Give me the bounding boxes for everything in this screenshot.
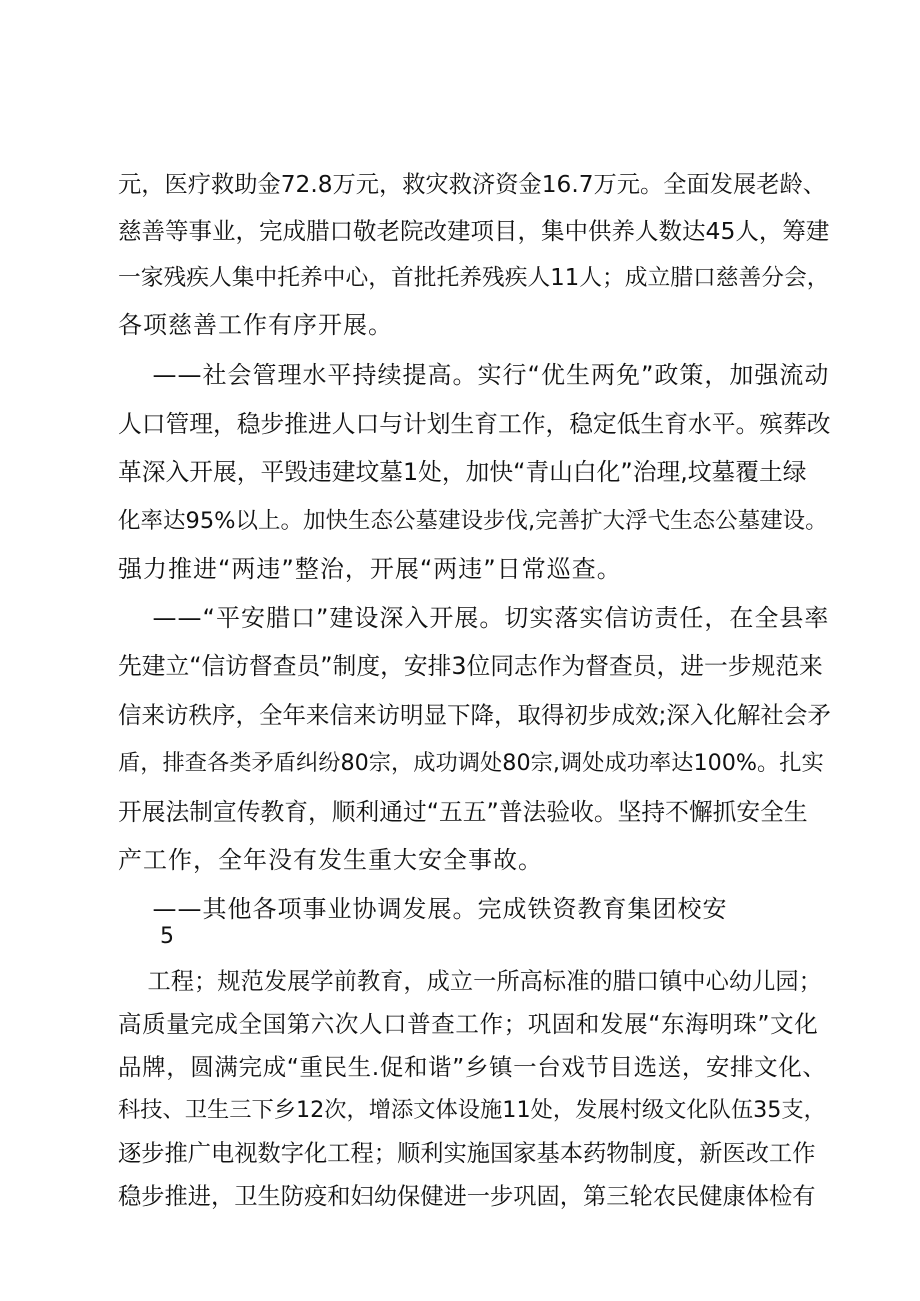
text-line: ——“平安腊口”建设深入开展。切实落实信访责任，在全县率: [118, 603, 830, 632]
paragraph-block-1: [118, 161, 830, 349]
text-line: 高质量完成全国第六次人口普查工作；巩固和发展“东海明珠”文化: [118, 1010, 819, 1038]
text-line: 盾，排查各类矛盾纠纷80宗，成功调处80宗,调处成功率达100%。扎实: [118, 750, 824, 776]
paragraph-block-2: [118, 351, 830, 933]
text-line: 各项慈善工作有序开展。: [118, 311, 393, 339]
text-line: 化率达95%以上。加快生态公墓建设步伐,完善扩大浮弋生态公墓建设。: [118, 507, 828, 534]
text-line: 元，医疗救助金72.8万元，救灾救济资金16.7万元。全面发展老龄、: [118, 171, 827, 198]
text-line: 工程；规范发展学前教育，成立一所高标准的腊口镇中心幼儿园；: [118, 968, 822, 995]
text-line: 慈善等事业，完成腊口敬老院改建项目，集中供养人数达45人，筹建: [118, 217, 830, 245]
page-number: 5: [160, 924, 174, 949]
text-line: 信来访秩序，全年来信来访明显下降，取得初步成效;深入化解社会矛: [118, 700, 831, 729]
text-line: ——社会管理水平持续提高。实行“优生两免”政策，加强流动: [118, 361, 830, 389]
text-line: 人口管理，稳步推进人口与计划生育工作，稳定低生育水平。殡葬改: [118, 409, 831, 438]
text-line: 开展法制宣传教育，顺利通过“五五”普法验收。坚持不懈抓安全生: [118, 797, 808, 826]
text-line: 先建立“信访督查员”制度，安排3位同志作为督查员，进一步规范来: [118, 652, 823, 680]
text-line: 稳步推进，卫生防疫和妇幼保健进一步巩固，第三轮农民健康体检有: [118, 1183, 816, 1210]
text-line: 逐步推广电视数字化工程；顺利实施国家基本药物制度，新医改工作: [118, 1140, 816, 1167]
text-line: 品牌，圆满完成“重民生.促和谐”乡镇一台戏节目选送，安排文化、: [118, 1053, 827, 1081]
text-line: ——其他各项事业协调发展。完成铁资教育集团校安: [118, 894, 728, 923]
text-line: 强力推进“两违”整治，开展“两违”日常巡查。: [118, 555, 622, 583]
text-line: 产工作，全年没有发生重大安全事故。: [118, 846, 543, 874]
text-line: 一家残疾人集中托养中心，首批托养残疾人11人；成立腊口慈善分会，: [118, 265, 830, 291]
paragraph-block-3: [118, 960, 830, 1218]
text-line: 革深入开展，平毁违建坟墓1处，加快“青山白化”治理,坟墓覆土绿: [118, 458, 807, 486]
text-line: 科技、卫生三下乡12次，增添文体设施11处，发展村级文化队伍35支，: [118, 1097, 826, 1123]
